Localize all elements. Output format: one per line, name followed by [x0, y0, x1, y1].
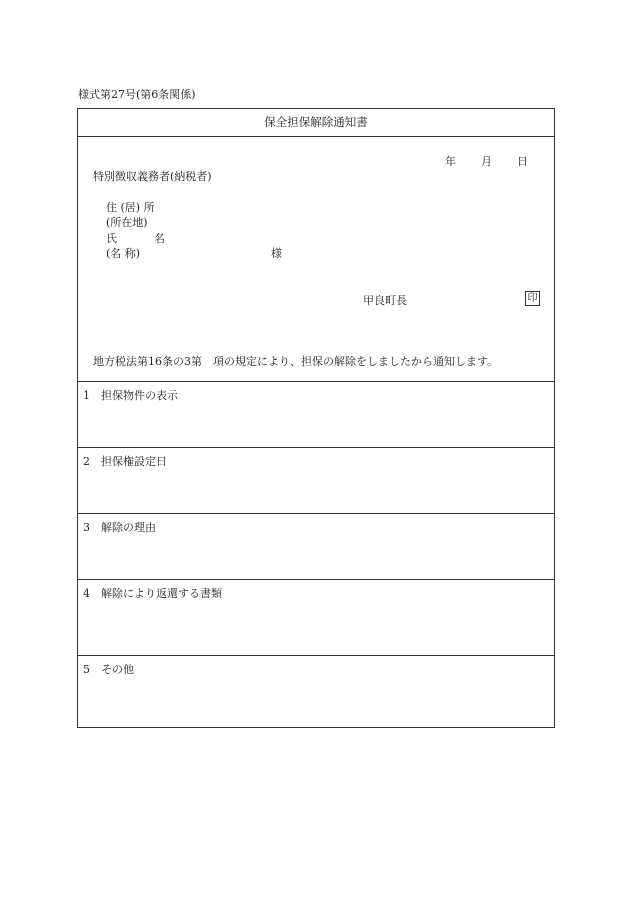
item-other — [78, 655, 554, 728]
item-label: 1 担保物件の表示 — [83, 389, 178, 402]
form-title: 保全担保解除通知書 — [78, 109, 554, 137]
notice-body-text: 地方税法第16条の3第 項の規定により、担保の解除をしましたから通知します。 — [93, 355, 499, 368]
date-month-label: 月 — [481, 155, 492, 168]
item-label: 5 その他 — [83, 663, 134, 676]
notice-form — [77, 108, 555, 728]
item-release-reason — [78, 513, 554, 579]
item-label: 4 解除により返還する書類 — [83, 587, 222, 600]
name-label-first: 氏 — [106, 232, 117, 245]
issuer-title: 甲良町長 — [363, 294, 407, 307]
location-label: (所在地) — [106, 216, 148, 229]
date-day-label: 日 — [517, 155, 528, 168]
honorific-label: 様 — [271, 247, 282, 260]
entity-name-label: (名 称) — [106, 247, 141, 260]
item-label: 2 担保権設定日 — [83, 455, 167, 468]
form-number-label: 様式第27号(第6条関係) — [78, 88, 196, 101]
item-label: 3 解除の理由 — [83, 521, 156, 534]
seal-mark: 印 — [525, 291, 540, 306]
item-security-date — [78, 447, 554, 513]
addressee-heading: 特別徴収義務者(納税者) — [93, 170, 212, 183]
item-returned-documents — [78, 579, 554, 655]
date-year-label: 年 — [445, 155, 456, 168]
address-label: 住 (居) 所 — [106, 201, 155, 214]
item-collateral-description — [78, 381, 554, 447]
name-label-second: 名 — [154, 232, 165, 245]
